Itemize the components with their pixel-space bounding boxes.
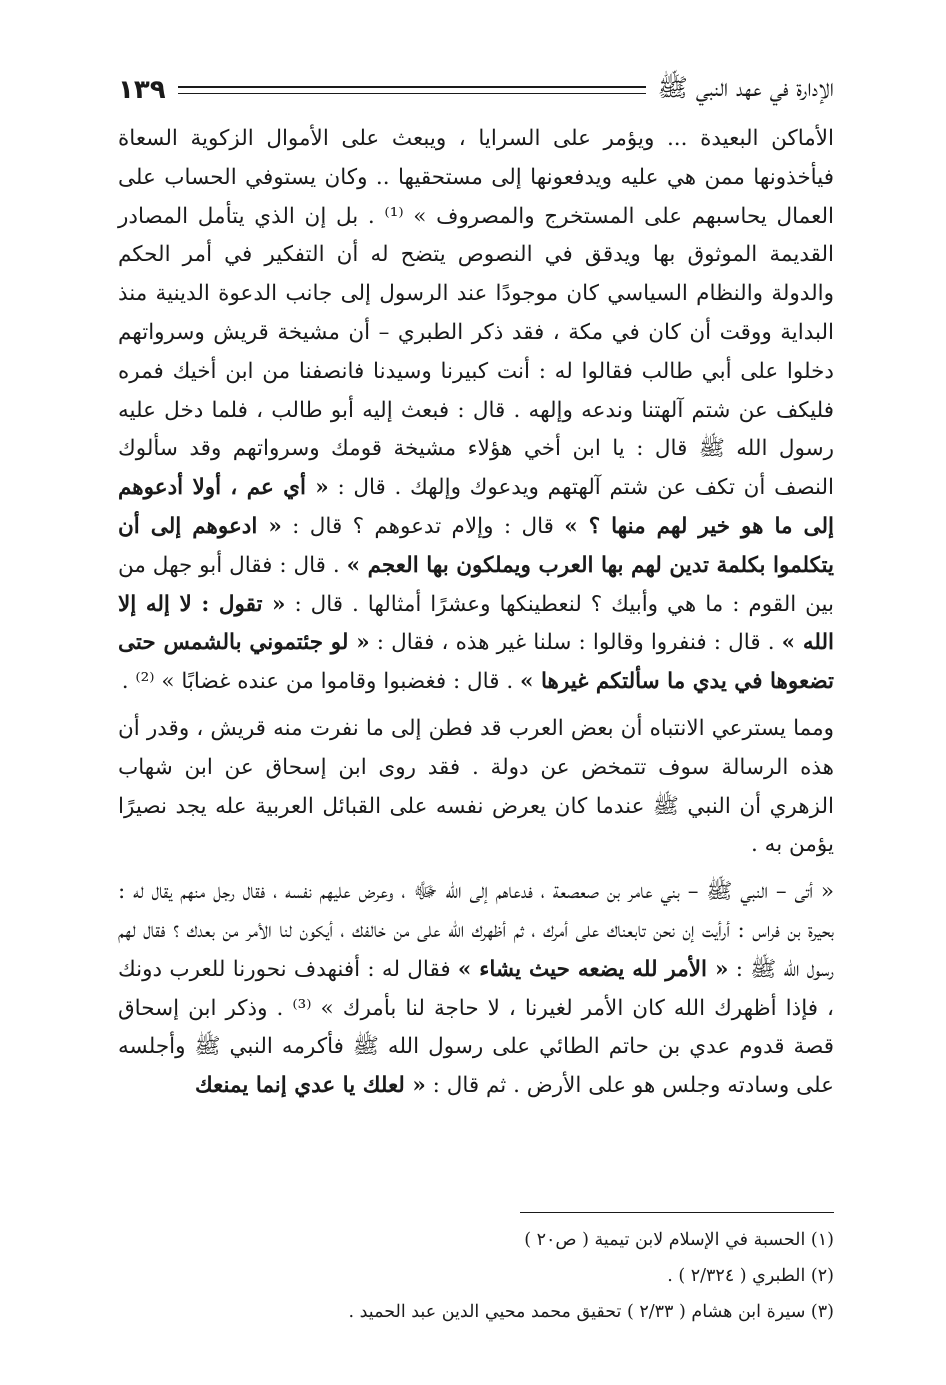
footnotes xyxy=(118,1222,834,1330)
paragraph-1-text-4: . قال : فنفروا وقالوا : سلنا غير هذه ، فقال : xyxy=(376,630,775,656)
page-header xyxy=(118,68,834,112)
paragraph-3-bold-quote-1: « الأمر لله يضعه حيث يشاء » xyxy=(457,956,729,982)
main-text xyxy=(118,120,834,1106)
footnote-3: (٣) سيرة ابن هشام ( ٢/٣٣ ) تحقيق محمد محيي الدين عبد الحميد . xyxy=(348,1302,834,1322)
paragraph-1-bold-quote-1: « أي عم ، أولا أدعوهم إلى ما هو خير لهم منها ؟ » xyxy=(118,475,835,539)
footnote-2: (٢) الطبري ( ٢/٣٢٤ ) . xyxy=(667,1266,834,1286)
paragraph-2: ومما يسترعي الانتباه أن بعض العرب قد فطن إلى ما نفرت منه قريش ، وقدر أن هذه الرسالة سوف تتمخض عن دولة . فقد روى ابن إسحاق عن ابن شهاب الزهري أن النبي ﷺ عندما كان يعرض نفسه على القبائل العربية عله يجد نصيرًا يؤمن به . xyxy=(118,715,834,858)
paragraph-1-text-5: . قال : فغضبوا وقاموا من عنده غضابًا » ⁽²⁾ . xyxy=(121,669,514,695)
page-number: ١٣٩ xyxy=(118,75,166,105)
paragraph-3-bold-quote-2: « لعلك يا عدي إنما يمنعك xyxy=(194,1073,426,1099)
paragraph-1-bold-quote-2: « ادعوهم إلى أن يتكلموا بكلمة تدين لهم بها العرب ويملكون بها العجم » xyxy=(118,513,834,578)
paragraph-1-bold-quote-4: « لو جئتموني بالشمس حتى تضعوها في يدي ما سألتكم غيرها » xyxy=(118,630,834,695)
footnote-1: (١) الحسبة في الإسلام لابن تيمية ( ص٢٠ ) xyxy=(524,1230,834,1250)
paragraph-3-text-2: فقال له : أفنهدف نحورنا للعرب دونك ، فإذا أظهرك الله كان الأمر لغيرنا ، لا حاجة لنا بأمرك » ⁽³⁾ . وذكر ابن إسحاق قصة قدوم عدي بن حاتم الطائي على رسول الله ﷺ فأكرمه النبي ﷺ وأجلسه على وسادته وجلس هو على الأرض . ثم قال : xyxy=(118,956,834,1099)
running-title: الإدارة في عهد النبي ﷺ xyxy=(657,72,834,102)
paragraph-1-text-2: قال : وإلام تدعوهم ؟ قال : xyxy=(292,513,554,539)
paragraph-3-text-1: « أتى – النبي ﷺ – بني عامر بن صعصعة ، فدعاهم إلى الله ﷻ ، وعرض عليهم نفسه ، فقال رجل منهم يقال له : بحيرة بن فراس : أرأيت إن نحن تابعناك على أمرك ، ثم أظهرك الله على من خالفك ، أيكون لنا الأمر من بعدك ؟ فقال لهم رسول الله ﷺ : xyxy=(118,879,834,982)
header-double-rule xyxy=(178,86,646,94)
paragraph-1 xyxy=(118,120,834,702)
paragraph-1-bold-quote-3: « تقول : لا إله إلا الله » xyxy=(118,591,835,656)
paragraph-1-text-1: الأماكن البعيدة ... ويؤمر على السرايا ، ويبعث على الأموال الزكوية السعاة فيأخذونها ممن هي عليه ويدفعونها إلى مستحقيها .. وكان يستوفي الحساب على العمال يحاسبهم على المستخرج والمصروف » ⁽¹⁾ . بل إن الذي يتأمل المصادر القديمة الموثوق بها ويدقق في النصوص يتضح له أن التفكير في أمر الحكم والدولة والنظام السياسي كان موجودًا عند الرسول إلى جانب الدعوة الدينية منذ البداية ووقت أن كان في مكة ، فقد ذكر الطبري – أن مشيخة قريش وسرواتهم دخلوا على أبي طالب فقالوا له : أنت كبيرنا وسيدنا فانصفنا من ابن أخيك فمره فليكف عن شتم آلهتنا وندعه وإلهه . قال : فبعث إليه أبو طالب ، فلما دخل عليه رسول الله ﷺ قال : يا ابن أخي هؤلاء مشيخة قومك وسرواتهم وقد سألوك النصف أن تكف عن شتم آلهتهم ويدعوك وإلهك . قال : xyxy=(118,126,834,501)
footnote-separator xyxy=(520,1212,834,1213)
paragraph-3 xyxy=(118,873,834,1106)
paragraph-1-text-3: . قال : فقال أبو جهل من بين القوم : ما هي وأبيك ؟ لنعطينكها وعشرًا أمثالها . قال : xyxy=(118,552,834,617)
